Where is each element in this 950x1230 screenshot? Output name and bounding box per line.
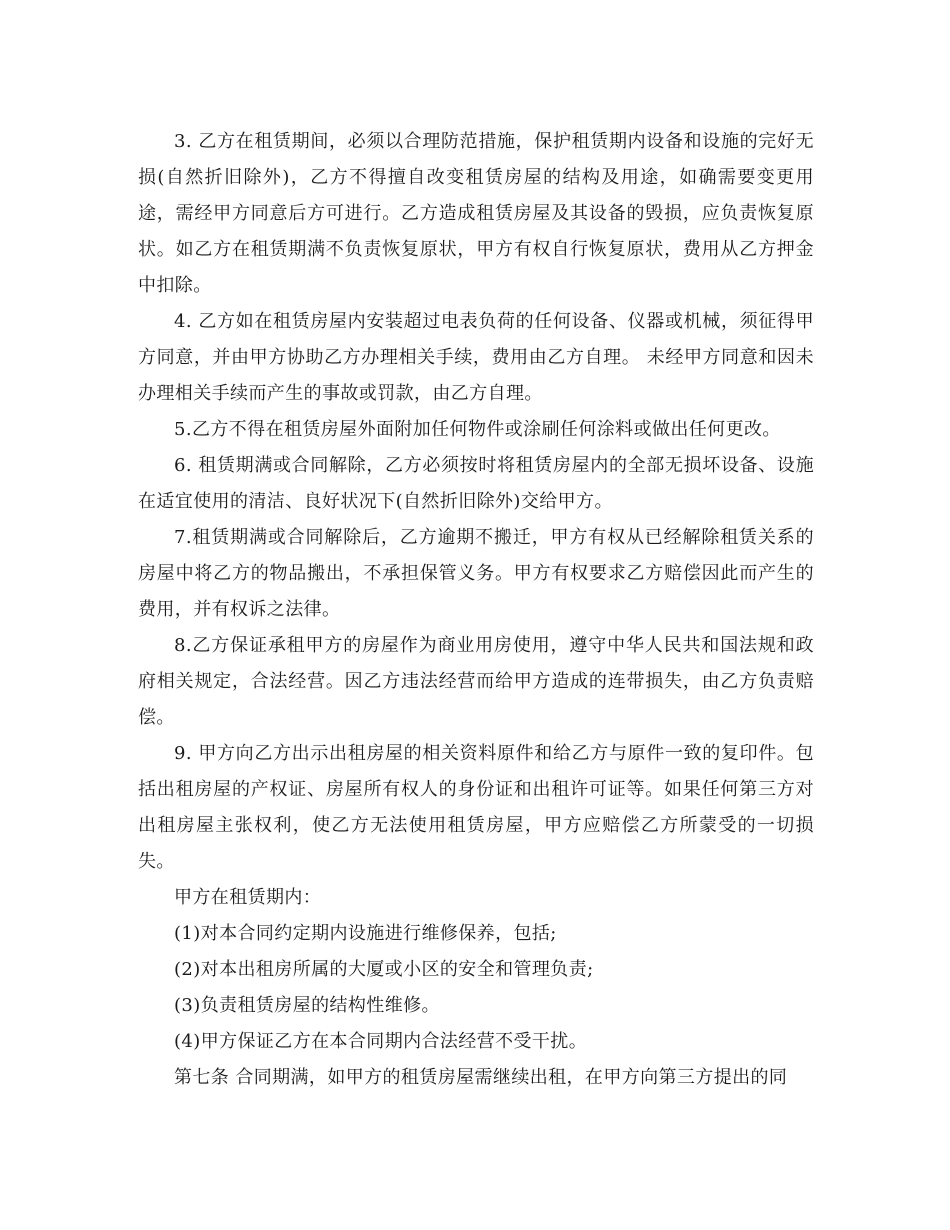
document-body (138, 124, 814, 1096)
party-a-obligation-1: (1)对本合同约定期内设施进行维修保养，包括; (174, 923, 557, 944)
clause-5-paragraph: 5.乙方不得在租赁房屋外面附加任何物件或涂刷任何涂料或做出任何更改。 (174, 419, 781, 440)
clause-6-paragraph: 6. 租赁期满或合同解除，乙方必须按时将租赁房屋内的全部无损坏设备、设施在适宜使用的清洁、良好状况下(自然折旧除外)交给甲方。 (138, 455, 814, 512)
party-a-obligation-4: (4)甲方保证乙方在本合同期内合法经营不受干扰。 (174, 1031, 588, 1052)
clause-4-paragraph: 4. 乙方如在租赁房屋内安装超过电表负荷的任何设备、仪器或机械，须征得甲方同意，并由甲方协助乙方办理相关手续，费用由乙方自理。 未经甲方同意和因未办理相关手续而产生的事故或罚款，由乙方自理。 (138, 311, 814, 404)
party-a-obligation-2: (2)对本出租房所属的大厦或小区的安全和管理负责; (174, 959, 594, 980)
party-a-obligations-heading: 甲方在租赁期内： (174, 887, 322, 908)
article-7-paragraph: 第七条 合同期满，如甲方的租赁房屋需继续出租，在甲方向第三方提出的同 (174, 1067, 788, 1088)
party-a-obligation-3: (3)负责租赁房屋的结构性维修。 (174, 995, 440, 1016)
clause-7-paragraph: 7.租赁期满或合同解除后，乙方逾期不搬迁，甲方有权从已经解除租赁关系的房屋中将乙方的物品搬出，不承担保管义务。甲方有权要求乙方赔偿因此而产生的费用，并有权诉之法律。 (138, 527, 814, 620)
clause-8-paragraph: 8.乙方保证承租甲方的房屋作为商业用房使用，遵守中华人民共和国法规和政府相关规定，合法经营。因乙方违法经营而给甲方造成的连带损失，由乙方负责赔偿。 (138, 635, 814, 728)
clause-3-paragraph: 3. 乙方在租赁期间，必须以合理防范措施，保护租赁期内设备和设施的完好无损(自然折旧除外)，乙方不得擅自改变租赁房屋的结构及用途，如确需要变更用途，需经甲方同意后方可进行。乙方造成租赁房屋及其设备的毁损，应负责恢复原状。如乙方在租赁期满不负责恢复原状，甲方有权自行恢复原状，费用从乙方押金中扣除。 (138, 131, 814, 296)
clause-9-paragraph: 9. 甲方向乙方出示出租房屋的相关资料原件和给乙方与原件一致的复印件。包括出租房屋的产权证、房屋所有权人的身份证和出租许可证等。如果任何第三方对出租房屋主张权利，使乙方无法使用租赁房屋，甲方应赔偿乙方所蒙受的一切损失。 (138, 743, 814, 872)
